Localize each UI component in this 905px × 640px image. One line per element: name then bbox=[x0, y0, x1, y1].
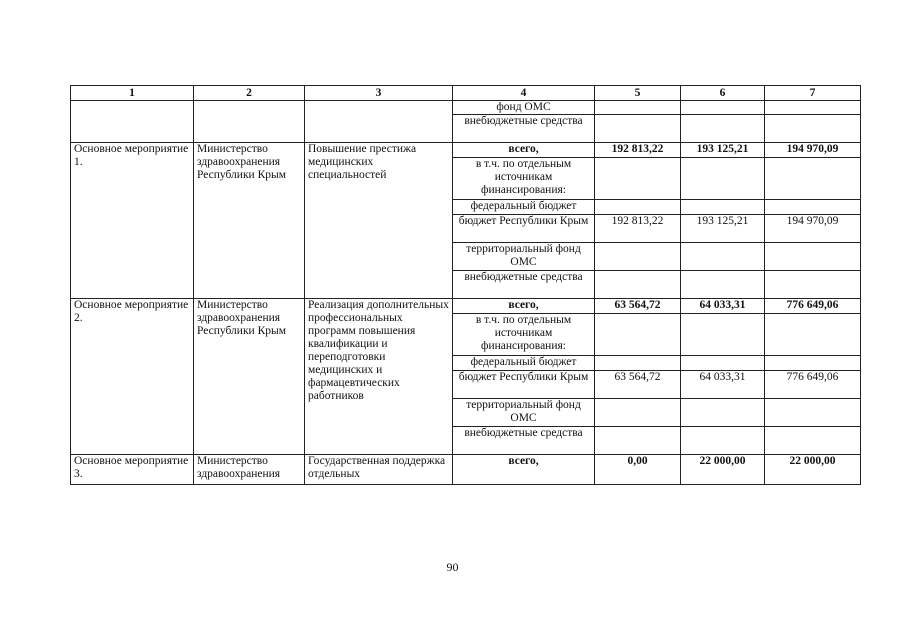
page-number: 90 bbox=[446, 560, 459, 574]
column-header: 7 bbox=[765, 86, 861, 101]
value-cell bbox=[765, 399, 861, 427]
activity-name-cell: Основное мероприятие 1. bbox=[71, 143, 194, 299]
funding-source-cell: внебюджетные средства bbox=[453, 115, 595, 143]
value-cell: 194 970,09 bbox=[765, 143, 861, 158]
value-cell bbox=[595, 158, 681, 200]
funding-source-cell: внебюджетные средства bbox=[453, 271, 595, 299]
value-cell bbox=[595, 101, 681, 115]
value-cell bbox=[681, 314, 765, 356]
value-cell: 22 000,00 bbox=[765, 455, 861, 485]
value-cell: 776 649,06 bbox=[765, 371, 861, 399]
value-cell bbox=[765, 115, 861, 143]
value-cell bbox=[595, 200, 681, 215]
funding-source-cell: федеральный бюджет bbox=[453, 356, 595, 371]
column-header: 5 bbox=[595, 86, 681, 101]
value-cell bbox=[681, 243, 765, 271]
column-header: 3 bbox=[305, 86, 453, 101]
description-cell: Реализация дополнительных профессиональных программ повышения квалификации и переподготовки медицинских и фармацевтических работников bbox=[305, 299, 453, 455]
column-header: 6 bbox=[681, 86, 765, 101]
value-cell: 193 125,21 bbox=[681, 143, 765, 158]
table-row bbox=[71, 455, 861, 485]
value-cell: 192 813,22 bbox=[595, 215, 681, 243]
description-cell: Повышение престижа медицинских специальностей bbox=[305, 143, 453, 299]
executor-cell: Министерство здравоохранения bbox=[194, 455, 305, 485]
executor-cell bbox=[194, 101, 305, 143]
value-cell bbox=[595, 356, 681, 371]
value-cell bbox=[765, 271, 861, 299]
funding-source-cell: территориальный фонд ОМС bbox=[453, 399, 595, 427]
budget-table bbox=[70, 85, 861, 485]
funding-source-cell: в т.ч. по отдельным источникам финансирования: bbox=[453, 314, 595, 356]
funding-source-cell: бюджет Республики Крым bbox=[453, 215, 595, 243]
column-header: 1 bbox=[71, 86, 194, 101]
value-cell: 193 125,21 bbox=[681, 215, 765, 243]
value-cell: 63 564,72 bbox=[595, 371, 681, 399]
value-cell: 776 649,06 bbox=[765, 299, 861, 314]
value-cell: 22 000,00 bbox=[681, 455, 765, 485]
value-cell bbox=[595, 115, 681, 143]
value-cell bbox=[765, 356, 861, 371]
description-cell: Государственная поддержка отдельных bbox=[305, 455, 453, 485]
value-cell bbox=[681, 200, 765, 215]
value-cell bbox=[595, 314, 681, 356]
value-cell bbox=[765, 101, 861, 115]
funding-source-cell: фонд ОМС bbox=[453, 101, 595, 115]
description-cell bbox=[305, 101, 453, 143]
executor-cell: Министерство здравоохранения Республики Крым bbox=[194, 299, 305, 455]
activity-name-cell: Основное мероприятие 2. bbox=[71, 299, 194, 455]
value-cell: 64 033,31 bbox=[681, 299, 765, 314]
value-cell bbox=[681, 158, 765, 200]
value-cell bbox=[681, 271, 765, 299]
value-cell bbox=[681, 356, 765, 371]
funding-source-cell: территориальный фонд ОМС bbox=[453, 243, 595, 271]
value-cell bbox=[595, 243, 681, 271]
activity-name-cell bbox=[71, 101, 194, 143]
table-header-row bbox=[71, 86, 861, 101]
value-cell bbox=[681, 115, 765, 143]
funding-source-cell: всего, bbox=[453, 143, 595, 158]
value-cell: 194 970,09 bbox=[765, 215, 861, 243]
funding-source-cell: всего, bbox=[453, 299, 595, 314]
table-row bbox=[71, 143, 861, 158]
value-cell: 192 813,22 bbox=[595, 143, 681, 158]
funding-source-cell: внебюджетные средства bbox=[453, 427, 595, 455]
value-cell: 64 033,31 bbox=[681, 371, 765, 399]
table-row bbox=[71, 101, 861, 115]
value-cell bbox=[765, 427, 861, 455]
value-cell bbox=[681, 427, 765, 455]
funding-source-cell: всего, bbox=[453, 455, 595, 485]
funding-source-cell: в т.ч. по отдельным источникам финансирования: bbox=[453, 158, 595, 200]
value-cell bbox=[595, 271, 681, 299]
table-row bbox=[71, 299, 861, 314]
value-cell bbox=[765, 314, 861, 356]
activity-name-cell: Основное мероприятие 3. bbox=[71, 455, 194, 485]
executor-cell: Министерство здравоохранения Республики Крым bbox=[194, 143, 305, 299]
value-cell bbox=[765, 158, 861, 200]
value-cell: 0,00 bbox=[595, 455, 681, 485]
value-cell bbox=[765, 200, 861, 215]
column-header: 4 bbox=[453, 86, 595, 101]
funding-source-cell: федеральный бюджет bbox=[453, 200, 595, 215]
value-cell bbox=[595, 427, 681, 455]
value-cell bbox=[681, 101, 765, 115]
funding-source-cell: бюджет Республики Крым bbox=[453, 371, 595, 399]
value-cell: 63 564,72 bbox=[595, 299, 681, 314]
value-cell bbox=[681, 399, 765, 427]
column-header: 2 bbox=[194, 86, 305, 101]
value-cell bbox=[595, 399, 681, 427]
value-cell bbox=[765, 243, 861, 271]
